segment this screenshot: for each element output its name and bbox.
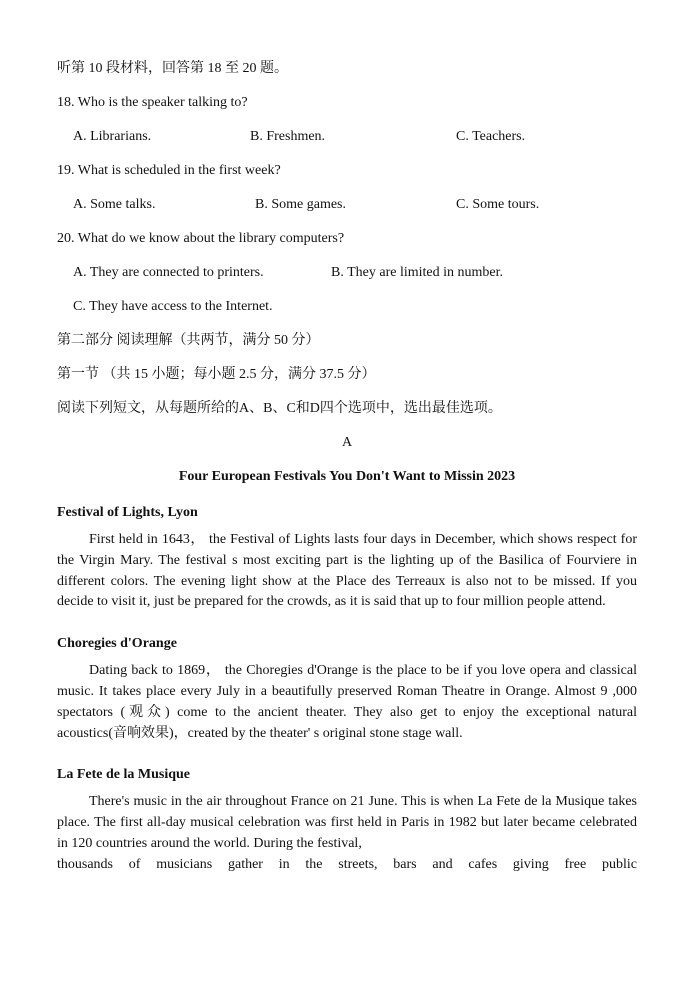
exam-page <box>57 52 637 876</box>
section-heading-festival-of-lights: Festival of Lights, Lyon <box>57 505 198 520</box>
reading-instruction: 阅读下列短文，从每题所给的A、B、C和D四个选项中，选出最佳选项。 <box>57 401 502 416</box>
question-20-option-b: B. They are limited in number. <box>331 265 503 280</box>
question-20-options-row-1 <box>57 256 637 290</box>
question-20-option-c: C. They have access to the Internet. <box>73 299 273 314</box>
section-paragraph-fete-last-line: thousands of musicians gather in the streets, bars and cafes giving free public <box>57 856 637 872</box>
question-19-options <box>57 188 637 222</box>
question-19-option-a: A. Some talks. <box>73 197 156 212</box>
passage-title: Four European Festivals You Don't Want to Missin 2023 <box>178 469 516 484</box>
question-18-stem: 18. Who is the speaker talking to? <box>57 95 248 110</box>
question-19-option-c: C. Some tours. <box>456 197 540 212</box>
question-18-option-b: B. Freshmen. <box>250 129 326 144</box>
section-paragraph-choregies: Dating back to 1869， the Choregies d'Orange is the place to be if you love opera and classical music. It takes place every July in a beautifully preserved Roman Theatre in Orange. Almost 9 ,000 spectators (观众) come to the ancient theater. They also get to enjoy the exceptional natural acoustics(音响效果)，created by the theater' s original stone stage wall. <box>57 663 637 741</box>
question-19-stem: 19. What is scheduled in the first week? <box>57 163 281 178</box>
reading-part-title: 第二部分 阅读理解（共两节，满分 50 分） <box>57 333 320 348</box>
section-heading-choregies: Choregies d'Orange <box>57 636 177 652</box>
question-20-stem: 20. What do we know about the library computers? <box>57 231 345 246</box>
section-paragraph-festival-of-lights: First held in 1643， the Festival of Lights lasts four days in December, which shows respect for the Virgin Mary. The festival s most exciting part is the lighting up of the Basilica of Fourviere in different colors. The evening light show at the Place des Terreaux is also not to be missed. If you decide to visit it, just be prepared for the crowds, as it is said that up to four million people attend. <box>57 532 637 610</box>
question-18-option-c: C. Teachers. <box>456 129 526 144</box>
question-18-options <box>57 120 637 154</box>
section-heading-fete-de-la-musique: La Fete de la Musique <box>57 767 190 783</box>
question-20-option-a: A. They are connected to printers. <box>73 265 264 280</box>
passage-letter: A <box>341 435 353 450</box>
reading-section-title: 第一节 （共 15 小题；每小题 2.5 分，满分 37.5 分） <box>57 367 376 382</box>
question-20-options-row-2 <box>57 290 637 324</box>
question-19-option-b: B. Some games. <box>255 197 346 212</box>
listening-intro: 听第 10 段材料，回答第 18 至 20 题。 <box>57 61 288 76</box>
question-18-option-a: A. Librarians. <box>73 129 152 144</box>
section-paragraph-fete-de-la-musique: There's music in the air throughout France on 21 June. This is when La Fete de la Musique takes place. The first all-day musical celebration was first held in Paris in 1982 but later became celebrated in 120 countries around the world. During the festival, <box>57 794 637 851</box>
